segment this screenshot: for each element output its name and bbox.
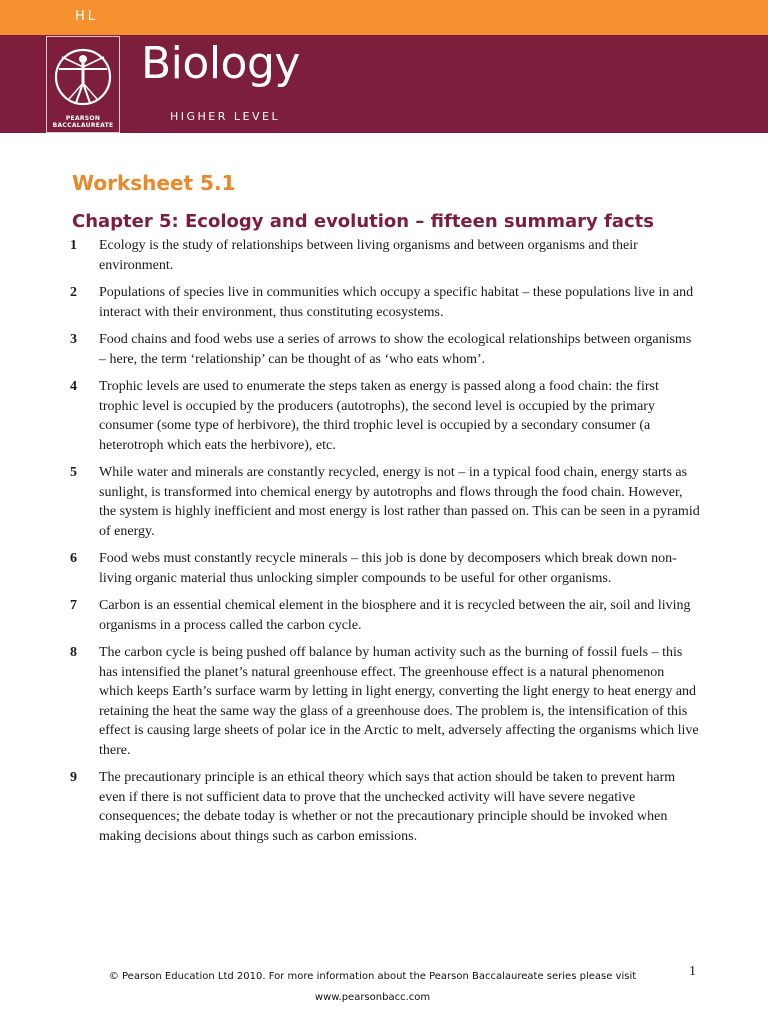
footer-copyright: © Pearson Education Ltd 2010. For more information about the Pearson Baccalaureate series please visit [108, 971, 637, 982]
fact-text: While water and minerals are constantly recycled, energy is not – in a typical food chain, energy starts as sunlight, is transformed into chemical energy by autotrophs and flows through the food chain. However, the system is highly inefficient and most energy is lost rather than passed on. This can be seen in a pyramid of energy. [99, 465, 700, 539]
page-number: 1 [689, 964, 696, 979]
logo-text-baccalaureate: BACCALAUREATE [52, 122, 114, 129]
fact-number: 7 [70, 598, 77, 613]
fact-number: 5 [70, 465, 77, 480]
fact-item [70, 236, 700, 275]
worksheet-title: Worksheet 5.1 [72, 171, 236, 195]
fact-text: Ecology is the study of relationships between living organisms and between organisms and their environment. [99, 238, 638, 273]
footer [60, 966, 685, 1008]
fact-item [70, 463, 700, 541]
vitruvian-man-icon [52, 41, 114, 113]
fact-number: 9 [70, 770, 77, 785]
fact-text: Food chains and food webs use a series of arrows to show the ecological relationships between organisms – here, the term ‘relationship’ can be thought of as ‘who eats whom’. [99, 332, 692, 367]
fact-item [70, 377, 700, 455]
level-subtitle: HIGHER LEVEL [170, 110, 281, 123]
fact-number: 3 [70, 332, 77, 347]
fact-text: Carbon is an essential chemical element in the biosphere and it is recycled between the air, soil and living organisms in a process called the carbon cycle. [99, 598, 691, 633]
chapter-title: Chapter 5: Ecology and evolution – fifteen summary facts [72, 211, 654, 232]
logo-text-pearson: PEARSON [65, 115, 101, 122]
fact-number: 4 [70, 379, 77, 394]
pearson-logo [46, 36, 120, 133]
level-tag: HL [75, 9, 99, 24]
fact-item [70, 330, 700, 369]
facts-list [70, 236, 700, 854]
fact-number: 6 [70, 551, 77, 566]
fact-number: 1 [70, 238, 77, 253]
fact-item [70, 768, 700, 846]
orange-header-bar [0, 0, 768, 35]
fact-text: Food webs must constantly recycle minerals – this job is done by decomposers which break down non-living organic material thus unlocking simpler compounds to be useful for other organisms. [99, 551, 677, 586]
fact-text: Trophic levels are used to enumerate the steps taken as energy is passed along a food chain: the first trophic level is occupied by the producers (autotrophs), the second level is occupied by the primary consumer (some type of herbivore), the third trophic level is occupied by a secondary consumer (a heterotroph which eats the herbivore), etc. [99, 379, 659, 453]
fact-item [70, 643, 700, 760]
footer-url[interactable]: www.pearsonbacc.com [314, 992, 431, 1003]
fact-text: The carbon cycle is being pushed off balance by human activity such as the burning of fossil fuels – this has intensified the planet’s natural greenhouse effect. The greenhouse effect is a natural phenomenon which keeps Earth’s surface warm by letting in light energy, converting the light energy to heat energy and retaining the heat the same way the glass of a greenhouse does. The problem is, the intensification of this effect is causing large sheets of polar ice in the Arctic to melt, adversely affecting the organisms which live there. [99, 645, 699, 758]
fact-item [70, 283, 700, 322]
fact-item [70, 549, 700, 588]
fact-text: The precautionary principle is an ethical theory which says that action should be taken to prevent harm even if there is not sufficient data to prove that the unchecked activity will have severe negative consequences; the debate today is whether or not the precautionary principle should be invoked when making decisions about things such as carbon emissions. [99, 770, 676, 844]
subject-title: Biology [141, 38, 300, 89]
fact-text: Populations of species live in communities which occupy a specific habitat – these populations live in and interact with their environment, thus constituting ecosystems. [99, 285, 694, 320]
fact-number: 8 [70, 645, 77, 660]
fact-item [70, 596, 700, 635]
fact-number: 2 [70, 285, 77, 300]
